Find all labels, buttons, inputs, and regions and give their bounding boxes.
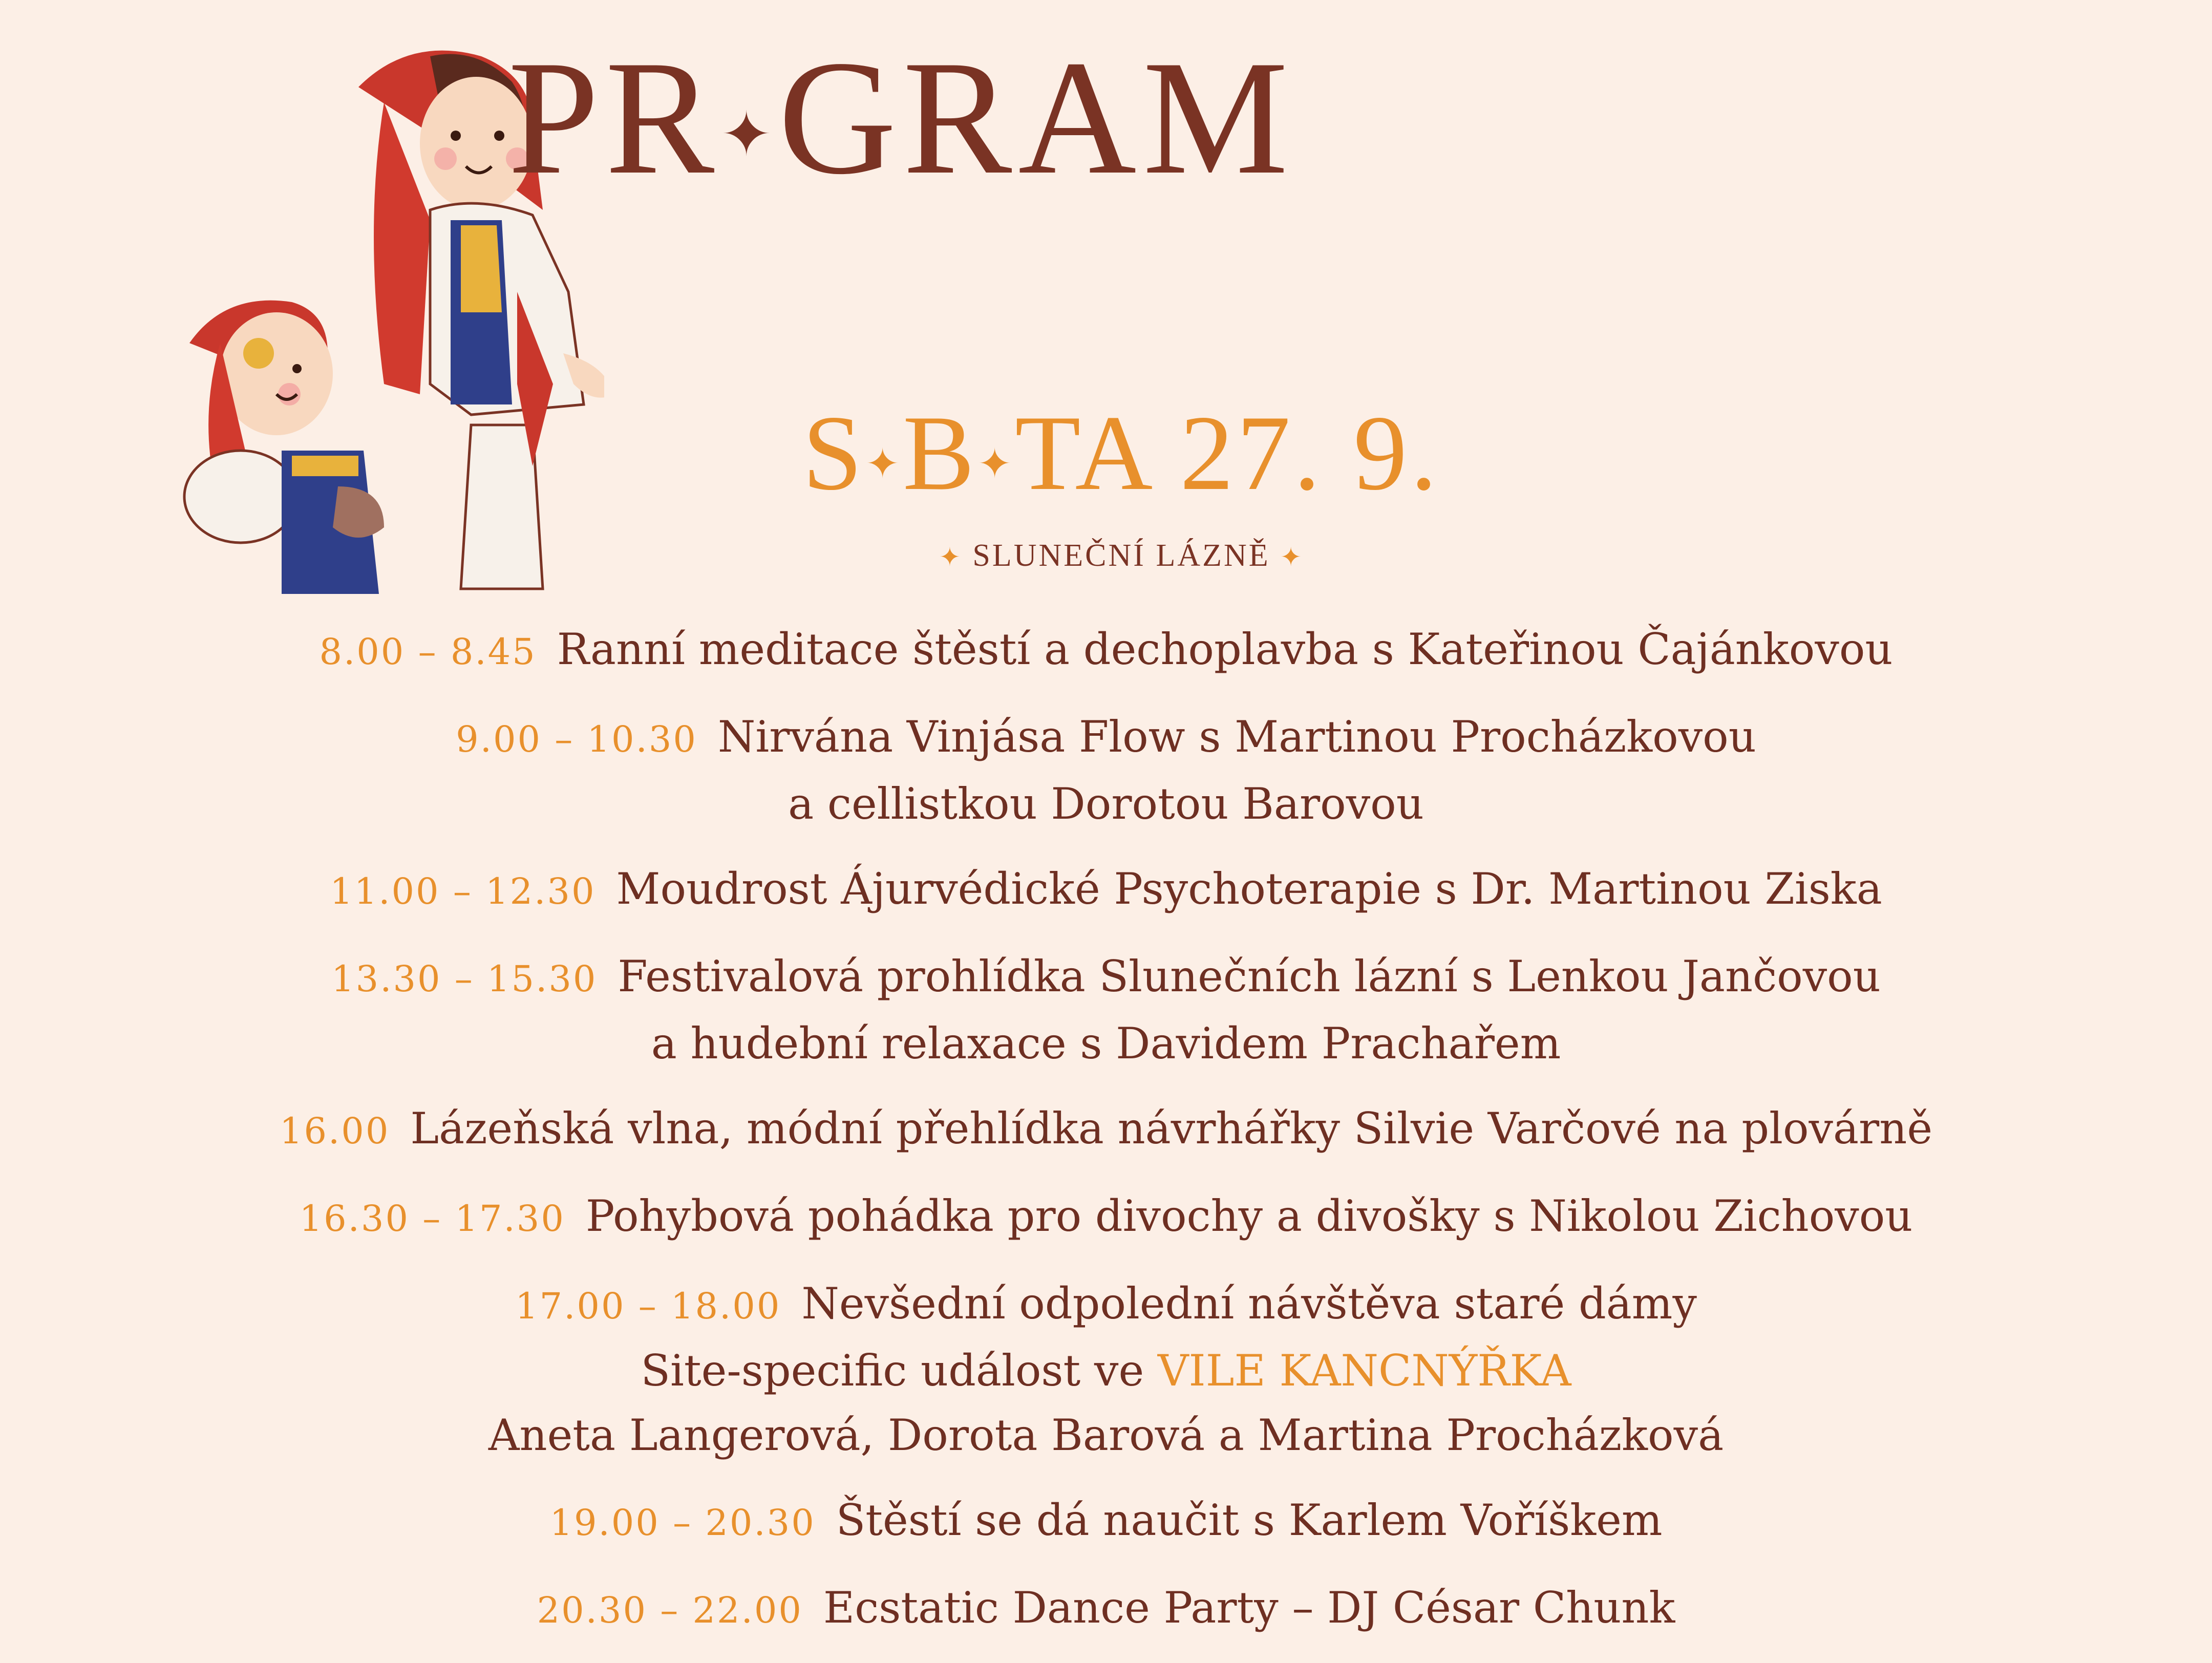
- entry-title-line: Site-specific událost ve VILE KANCNÝŘKA: [641, 1346, 1571, 1396]
- program-entry: [0, 1488, 2212, 1555]
- program-entry: [0, 1096, 2212, 1163]
- entry-time: 16.30 – 17.30: [299, 1198, 565, 1240]
- entry-time: 19.00 – 20.30: [549, 1502, 816, 1544]
- entry-title-line: a hudební relaxace s Davidem Prachařem: [651, 1018, 1561, 1069]
- entry-title: Festivalová prohlídka Slunečních lázní s Lenkou Jančovou: [618, 951, 1881, 1001]
- program-entry: [0, 705, 2212, 836]
- program-entry: [0, 1184, 2212, 1251]
- day-heading: S✦B✦TA 27. 9.: [802, 394, 1440, 513]
- program-entry: [0, 1575, 2212, 1643]
- program-list: [0, 617, 2212, 1663]
- entry-time: 16.00: [279, 1110, 390, 1152]
- sparkle-icon: ✦: [1280, 543, 1304, 571]
- entry-title: Ranní meditace štěstí a dechoplavba s Kateřinou Čajánkovou: [557, 624, 1893, 674]
- entry-time: 20.30 – 22.00: [537, 1589, 803, 1631]
- entry-title: Nirvána Vinjása Flow s Martinou Procházkovou: [717, 712, 1756, 762]
- program-entry: [0, 944, 2212, 1076]
- entry-title: Štěstí se dá naučit s Karlem Voříškem: [836, 1495, 1663, 1545]
- star-icon: ✦: [977, 441, 1015, 487]
- page-title: PR✦GRAM: [507, 27, 1295, 208]
- entry-title: Moudrost Ájurvédické Psychoterapie s Dr. Martinou Ziska: [616, 864, 1882, 914]
- sparkle-icon: ✦: [939, 543, 963, 571]
- program-entry: [0, 617, 2212, 684]
- entry-time: 8.00 – 8.45: [319, 631, 537, 673]
- entry-title: Pohybová pohádka pro divochy a divošky s Nikolou Zichovou: [585, 1191, 1913, 1241]
- entry-title-line: a cellistkou Dorotou Barovou: [788, 779, 1424, 829]
- program-entry: [0, 857, 2212, 924]
- entry-title: Lázeňská vlna, módní přehlídka návrhářky Silvie Varčové na plovárně: [410, 1103, 1933, 1154]
- star-icon: ✦: [865, 441, 903, 487]
- entry-time: 9.00 – 10.30: [456, 718, 697, 760]
- program-entry: [0, 1271, 2212, 1467]
- entry-title: Ecstatic Dance Party – DJ César Chunk: [823, 1583, 1675, 1633]
- venue-highlight: VILE KANCNÝŘKA: [1157, 1346, 1571, 1396]
- entry-time: 11.00 – 12.30: [330, 870, 596, 912]
- entry-time: 13.30 – 15.30: [331, 958, 598, 1000]
- star-icon: ✦: [720, 100, 778, 169]
- entry-time: 17.00 – 18.00: [515, 1285, 781, 1327]
- entry-performers: Aneta Langerová, Dorota Barová a Martina Procházková: [488, 1410, 1724, 1460]
- venue-label: ✦ SLUNEČNÍ LÁZNĚ ✦: [939, 538, 1304, 573]
- entry-title: Nevšední odpolední návštěva staré dámy: [801, 1278, 1697, 1329]
